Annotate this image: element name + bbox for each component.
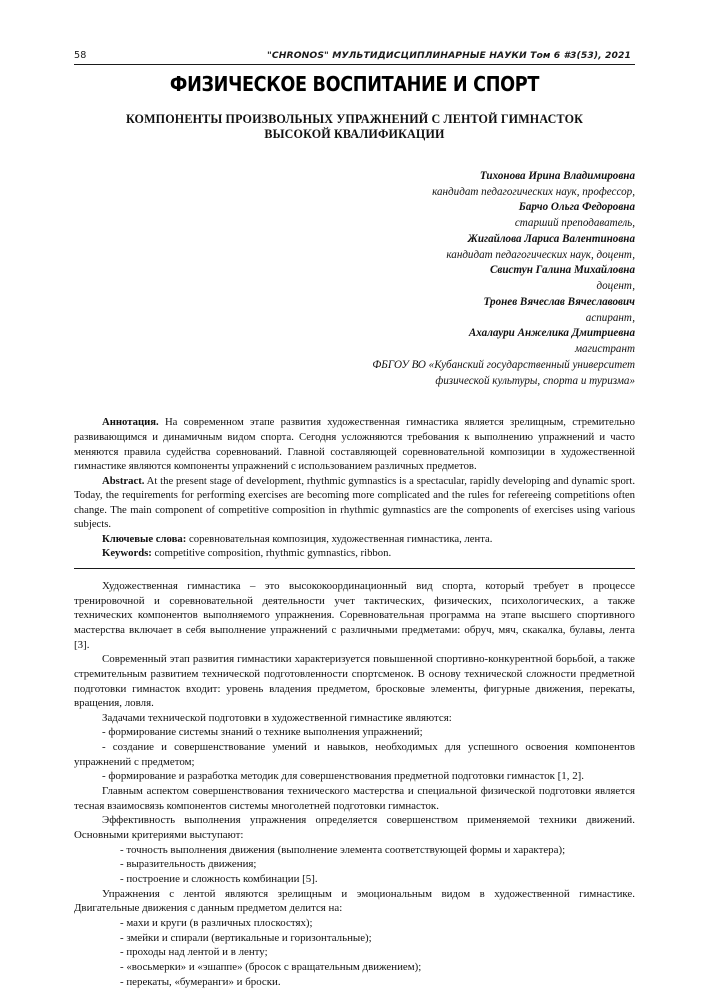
author-name: Ахалаури Анжелика Дмитриевна bbox=[468, 327, 635, 340]
abstract-ru-label: Аннотация. bbox=[102, 416, 159, 429]
body-paragraph: Эффективность выполнения упражнения определяется совершенством применяемой техники движений. Основными критериями выступают: bbox=[74, 814, 635, 842]
author-role: кандидат педагогических наук, доцент, bbox=[446, 248, 635, 261]
body-text bbox=[74, 579, 635, 989]
body-list-item: - точность выполнения движения (выполнение элемента соответствующей формы и характера); bbox=[120, 843, 566, 856]
body-list-item: - перекаты, «бумеранги» и броски. bbox=[120, 975, 281, 988]
abstract-separator-rule bbox=[74, 568, 635, 569]
author-name: Тронев Вячеслав Вячеславович bbox=[483, 295, 635, 308]
body-list-item: - формирование и разработка методик для совершенствования предметной подготовки гимнасток [1, 2]. bbox=[102, 770, 584, 783]
body-list-item: - «восьмерки» и «эшаппе» (бросок с вращательным движением); bbox=[120, 960, 422, 973]
author-role: аспирант, bbox=[585, 311, 635, 324]
abstract-en-label: Abstract. bbox=[102, 474, 145, 487]
author-role: кандидат педагогических наук, профессор, bbox=[432, 185, 635, 198]
section-headline: ФИЗИЧЕСКОЕ ВОСПИТАНИЕ И СПОРТ bbox=[169, 72, 540, 96]
keywords-en-label: Keywords: bbox=[102, 547, 152, 560]
body-paragraph: Современный этап развития гимнастики характеризуется повышенной спортивно-конкурентной борьбой, а также стремительным развитием технической подготовленности спортсменок. В основу технической сложности предметной подготовки гимнасток входит: уровень владения предметом, бросковые элементы, фигурные движения, перекаты, вращения, ловля. bbox=[74, 653, 635, 710]
affiliation-line: ФБГОУ ВО «Кубанский государственный университет bbox=[372, 358, 635, 371]
body-paragraph: Художественная гимнастика – это высококоординационный вид спорта, который требует в процессе тренировочной и соревновательной деятельности учет тактических, физических, психологических, а также технических компонентов выполняемого упражнения. Соревновательная программа на этапе высшего спортивного мастерства включает в себя выполнение упражнений с различными предметами: обруч, мяч, скакалка, булавы, лента [3]. bbox=[74, 579, 635, 651]
body-list-item: - выразительность движения; bbox=[120, 858, 257, 871]
abstract-block bbox=[74, 415, 635, 560]
body-paragraph: Задачами технической подготовки в художественной гимнастике являются: bbox=[102, 711, 452, 724]
abstract-ru bbox=[74, 415, 635, 473]
running-head bbox=[74, 50, 635, 64]
body-list-item: - построение и сложность комбинации [5]. bbox=[120, 873, 318, 886]
body-list-item: - создание и совершенствование умений и навыков, необходимых для успешного освоения компонентов упражнений с предметом; bbox=[74, 741, 635, 768]
author-name: Барчо Ольга Федоровна bbox=[518, 201, 635, 214]
author-block bbox=[74, 169, 635, 390]
abstract-en-text: At the present stage of development, rhythmic gymnastics is a spectacular, rapidly developing and dynamic sport. Today, the requirements for performing exercises are becoming more complicated and the rules for refereeing competitions often change. The main component of competitive composition in rhythmic gymnastics are the components of exercises using various subjects. bbox=[74, 474, 635, 531]
keywords-ru-label: Ключевые слова: bbox=[102, 532, 187, 545]
body-list-item: - формирование системы знаний о технике выполнения упражнений; bbox=[102, 726, 423, 739]
author-name: Жигайлова Лариса Валентиновна bbox=[467, 232, 635, 245]
keywords-ru bbox=[74, 532, 635, 547]
affiliation-line: физической культуры, спорта и туризма» bbox=[435, 374, 635, 387]
keywords-en-text: competitive composition, rhythmic gymnastics, ribbon. bbox=[154, 547, 392, 560]
journal-running-title: "CHRONOS" МУЛЬТИДИСЦИПЛИНАРНЫЕ НАУКИ Том 6 #3(53), 2021 bbox=[267, 50, 631, 61]
author-name: Тихонова Ирина Владимировна bbox=[479, 169, 635, 182]
body-paragraph: Упражнения с лентой являются зрелищным и эмоциональным видом в художественной гимнастике. Двигательные движения с данным предметом делится на: bbox=[74, 887, 635, 915]
abstract-en bbox=[74, 474, 635, 532]
author-role: магистрант bbox=[574, 343, 635, 356]
header-rule bbox=[74, 64, 635, 65]
article-title: КОМПОНЕНТЫ ПРОИЗВОЛЬНЫХ УПРАЖНЕНИЙ С ЛЕНТОЙ ГИМНАСТОК ВЫСОКОЙ КВАЛИФИКАЦИИ bbox=[125, 111, 584, 142]
body-list-item: - змейки и спирали (вертикальные и горизонтальные); bbox=[120, 931, 372, 944]
abstract-ru-text: На современном этапе развития художественная гимнастика является зрелищным, стремительно развивающимся и динамичным видом спорта. Сегодня усложняются требования к выполнению упражнений и часто меняются правила судейства соревнований. Главной составляющей соревновательной композиции в художественной гимнастике являются компоненты упражнений с использованием различных предметов. bbox=[74, 416, 636, 473]
body-list-item: - махи и круги (в различных плоскостях); bbox=[120, 917, 313, 930]
author-role: старший преподаватель, bbox=[514, 217, 635, 230]
author-name: Свистун Галина Михайловна bbox=[489, 264, 635, 277]
body-paragraph: Главным аспектом совершенствования технического мастерства и специальной физической подготовки является тесная взаимосвязь компонентов системы многолетней подготовки гимнасток. bbox=[74, 785, 635, 812]
keywords-en bbox=[74, 546, 635, 561]
keywords-ru-text: соревновательная композиция, художественная гимнастика, лента. bbox=[188, 532, 493, 545]
author-role: доцент, bbox=[596, 280, 635, 293]
body-list-item: - проходы над лентой и в ленту; bbox=[120, 946, 268, 959]
page-number: 58 bbox=[74, 50, 87, 61]
